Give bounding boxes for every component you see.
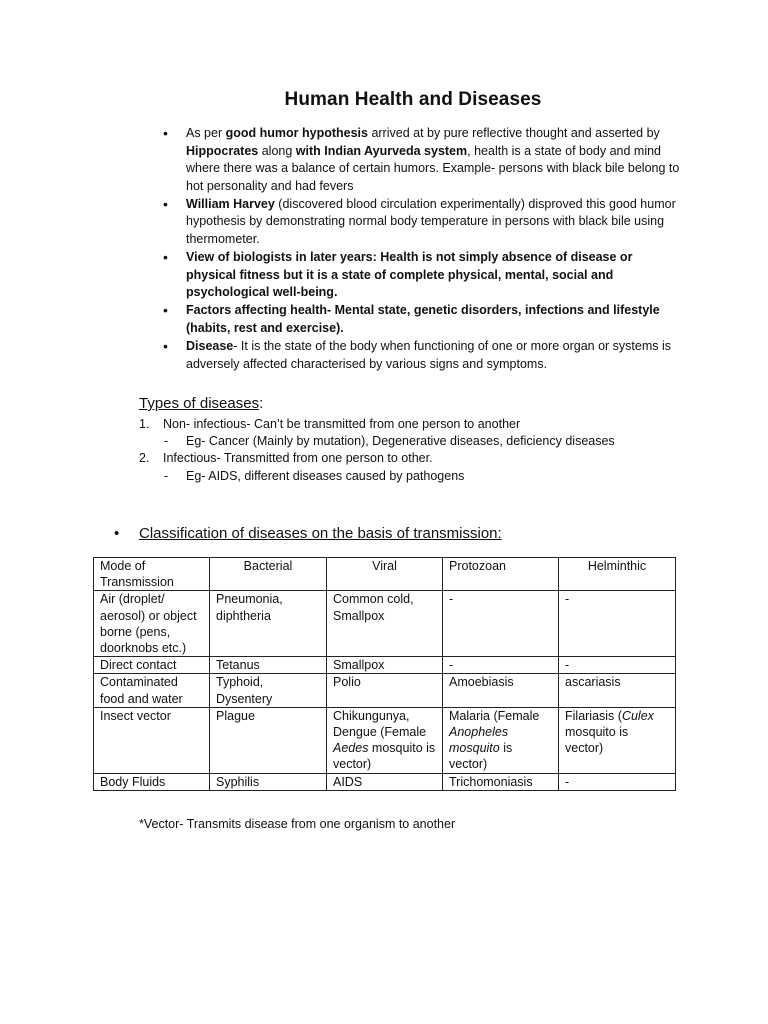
table-row xyxy=(94,707,676,773)
transmission-table xyxy=(93,557,676,791)
table-cell: Body Fluids xyxy=(94,773,210,790)
list-item-non-infectious: 1. Non- infectious- Can’t be transmitted from one person to another xyxy=(139,417,521,431)
table-cell: Direct contact xyxy=(94,657,210,674)
table-cell: Pneumonia, diphtheria xyxy=(210,591,327,657)
table-cell: Filariasis (Culex mosquito is vector) xyxy=(559,707,676,773)
table-cell: Chikungunya, Dengue (Female Aedes mosquito is vector) xyxy=(327,707,443,773)
table-cell: Contaminated food and water xyxy=(94,674,210,707)
page-title: Human Health and Diseases xyxy=(284,89,542,110)
vector-footnote: *Vector- Transmits disease from one organism to another xyxy=(139,817,456,831)
table-row xyxy=(94,591,676,657)
table-cell: - xyxy=(559,657,676,674)
table-header-row xyxy=(94,558,676,591)
bullet-view-of-biologists: • View of biologists in later years: Health is not simply absence of disease or physical fitness but it is a state of complete physical, mental, social and psychological well-being. xyxy=(163,249,683,302)
table-row xyxy=(94,657,676,674)
types-of-diseases-heading: Types of diseases: xyxy=(139,395,264,412)
table-header-cell: Mode of Transmission xyxy=(94,558,210,591)
table-cell: - xyxy=(559,773,676,790)
table-cell: Trichomoniasis xyxy=(443,773,559,790)
table-cell: Smallpox xyxy=(327,657,443,674)
intro-bullet-list xyxy=(163,125,683,374)
table-header-cell: Protozoan xyxy=(443,558,559,591)
bullet-william-harvey: • William Harvey (discovered blood circulation experimentally) disproved this good humor hypothesis by demonstrating normal body temperature in persons with black bile using thermometer. xyxy=(163,196,683,249)
bullet-good-humor-hypothesis: • As per good humor hypothesis arrived at by pure reflective thought and asserted by Hippocrates along with Indian Ayurveda system, health is a state of body and mind where there was a balance of certain humors. Example- persons with black bile belong to hot personality and had fevers xyxy=(163,125,683,195)
list-subitem-non-infectious-example: - Eg- Cancer (Mainly by mutation), Degenerative diseases, deficiency diseases xyxy=(164,434,615,449)
table-header-cell: Viral xyxy=(327,558,443,591)
table-cell: Typhoid, Dysentery xyxy=(210,674,327,707)
types-of-diseases-list xyxy=(139,416,679,485)
bullet-disease-definition: • Disease- It is the state of the body when functioning of one or more organ or systems is adversely affected characterised by various signs and symptoms. xyxy=(163,338,683,373)
bullet-factors-affecting-health: • Factors affecting health- Mental state, genetic disorders, infections and lifestyle (habits, rest and exercise). xyxy=(163,302,683,337)
bullet-icon: • xyxy=(114,525,120,542)
table-cell: Syphilis xyxy=(210,773,327,790)
classification-heading: • Classification of diseases on the basis of transmission: xyxy=(114,525,502,542)
table-cell: Amoebiasis xyxy=(443,674,559,707)
table-cell: - xyxy=(443,657,559,674)
table-cell: Common cold, Smallpox xyxy=(327,591,443,657)
list-subitem-infectious-example: - Eg- AIDS, different diseases caused by pathogens xyxy=(164,468,465,483)
table-cell: ascariasis xyxy=(559,674,676,707)
table-cell: AIDS xyxy=(327,773,443,790)
table-cell: Tetanus xyxy=(210,657,327,674)
table-cell: Plague xyxy=(210,707,327,773)
table-cell: - xyxy=(443,591,559,657)
table-cell: Polio xyxy=(327,674,443,707)
table-row xyxy=(94,674,676,707)
list-item-infectious: 2. Infectious- Transmitted from one person to other. xyxy=(139,451,433,466)
table-header-cell: Bacterial xyxy=(210,558,327,591)
table-cell: Malaria (Female Anopheles mosquito is vector) xyxy=(443,707,559,773)
table-header-cell: Helminthic xyxy=(559,558,676,591)
table-row xyxy=(94,773,676,790)
table-cell: Air (droplet/ aerosol) or object borne (pens, doorknobs etc.) xyxy=(94,591,210,657)
table-cell: - xyxy=(559,591,676,657)
table-cell: Insect vector xyxy=(94,707,210,773)
